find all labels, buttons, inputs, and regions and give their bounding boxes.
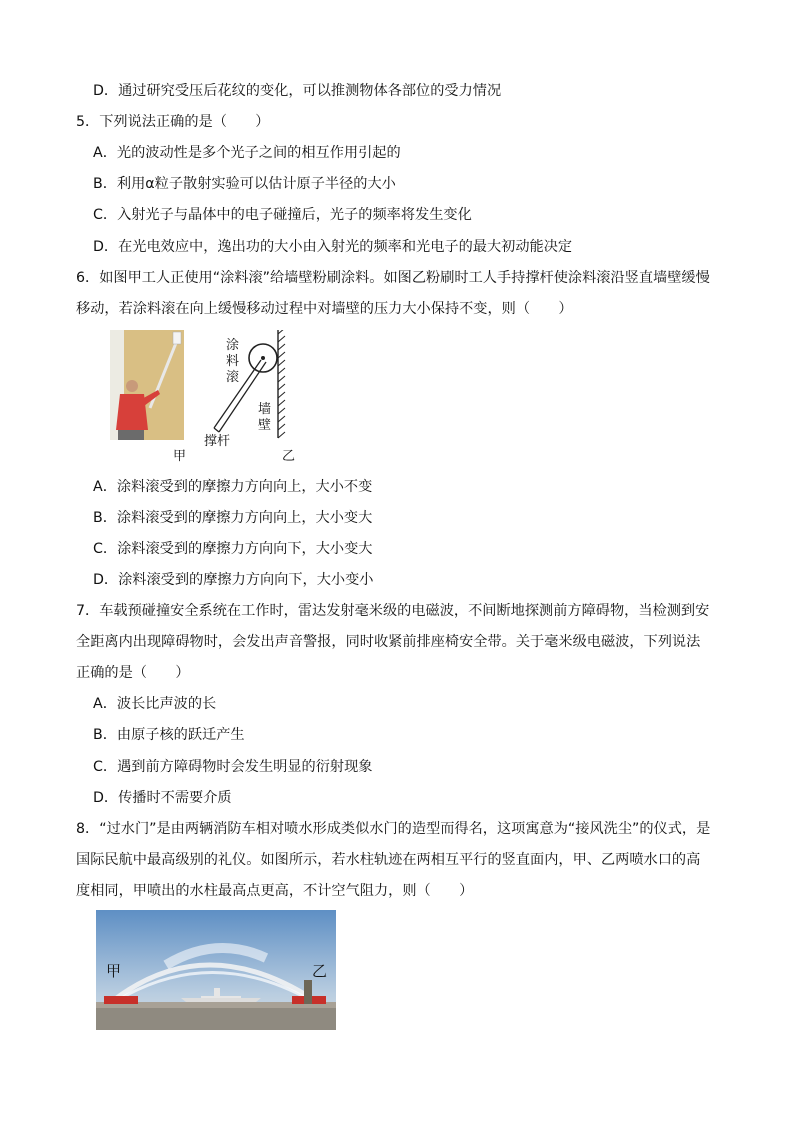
q7-stem-line-3: 正确的是（ ） (76, 665, 190, 681)
worker-painting-photo (110, 330, 184, 440)
q6-option-d: D．涂料滚受到的摩擦力方向向下，大小变小 (93, 572, 374, 588)
q8-stem-line-3: 度相同，甲喷出的水柱最高点更高，不计空气阻力，则（ ） (76, 883, 474, 899)
q6-stem-line-1: 6．如图甲工人正使用“涂料滚”给墙壁粉刷涂料。如图乙粉刷时工人手持撑杆使涂料滚沿竖直墙壁缓慢 (76, 270, 710, 286)
q7-stem-line-1: 7．车载预碰撞安全系统在工作时，雷达发射毫米级的电磁波，不间断地探测前方障碍物，当检测到安 (76, 603, 710, 619)
q5-option-d: D．在光电效应中，逸出功的大小由入射光的频率和光电子的最大初动能决定 (93, 239, 573, 255)
q5-option-b: B．利用α粒子散射实验可以估计原子半径的大小 (93, 176, 396, 192)
q6-option-b: B．涂料滚受到的摩擦力方向向上，大小变大 (93, 510, 373, 526)
photo-label-jia: 甲 (106, 962, 122, 980)
water-gate-photo (96, 910, 336, 1030)
wall-label: 墙 壁 (258, 402, 272, 433)
roller-label: 涂 料 滚 (226, 338, 240, 385)
q7-option-b: B．由原子核的跃迁产生 (93, 727, 245, 743)
q6-option-a: A．涂料滚受到的摩擦力方向向上，大小不变 (93, 479, 373, 495)
figure-label-yi: 乙 (282, 449, 296, 464)
q8-stem-line-1: 8．“过水门”是由两辆消防车相对喷水形成类似水门的造型而得名，这项寓意为“接风洗尘”的仪式，是 (76, 821, 711, 837)
q8-stem-line-2: 国际民航中最高级别的礼仪。如图所示，若水柱轨迹在两相互平行的竖直面内，甲、乙两喷水口的高 (76, 852, 701, 868)
q6-stem-line-2: 移动，若涂料滚在向上缓慢移动过程中对墙壁的压力大小保持不变，则（ ） (76, 301, 573, 317)
q7-option-a: A．波长比声波的长 (93, 696, 217, 712)
rod-label: 撑杆 (204, 434, 231, 449)
q5-option-a: A．光的波动性是多个光子之间的相互作用引起的 (93, 145, 401, 161)
q6-option-c: C．涂料滚受到的摩擦力方向向下，大小变大 (93, 541, 373, 557)
q5-option-c: C．入射光子与晶体中的电子碰撞后，光子的频率将发生变化 (93, 207, 472, 223)
q7-stem-line-2: 全距离内出现障碍物时，会发出声音警报，同时收紧前排座椅安全带。关于毫米级电磁波，下列说法 (76, 634, 701, 650)
q7-option-d: D．传播时不需要介质 (93, 790, 232, 806)
q7-option-c: C．遇到前方障碍物时会发生明显的衍射现象 (93, 759, 373, 775)
photo-label-yi: 乙 (312, 962, 328, 980)
q5-stem: 5．下列说法正确的是（ ） (76, 114, 270, 130)
figure-label-jia: 甲 (173, 449, 187, 464)
q4-option-d: D．通过研究受压后花纹的变化，可以推测物体各部位的受力情况 (93, 83, 502, 99)
